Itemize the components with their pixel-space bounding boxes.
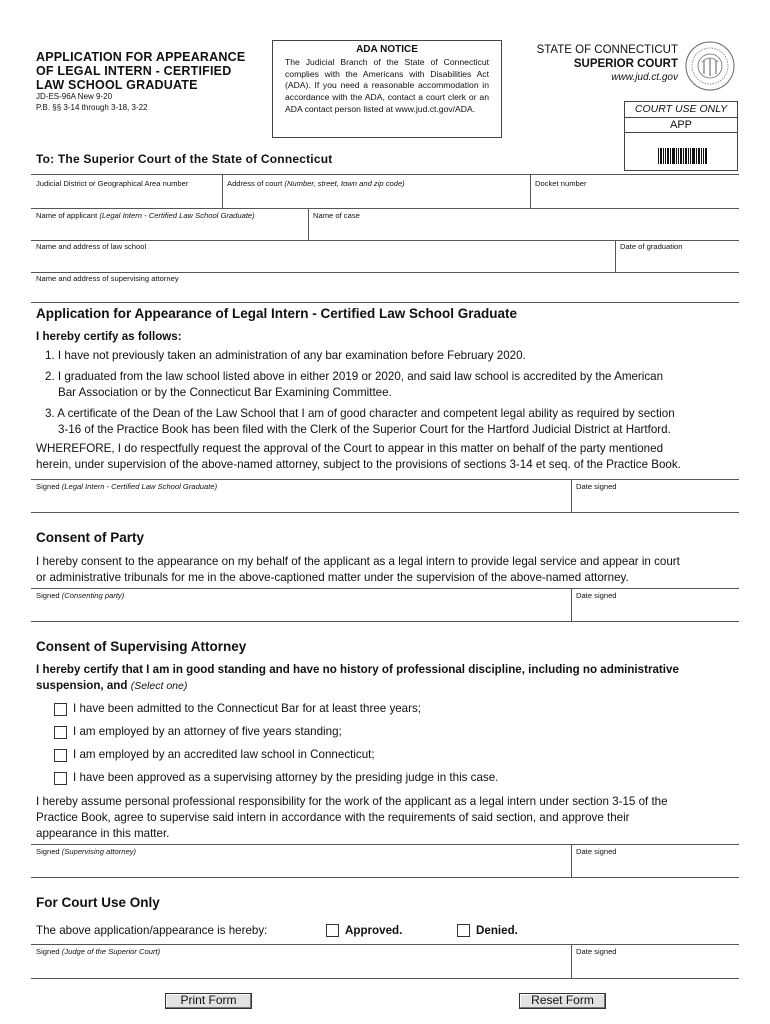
consent-attorney-title: Consent of Supervising Attorney bbox=[36, 639, 247, 654]
certify-item-cont: Bar Association or by the Connecticut Bar Examining Committee. bbox=[58, 386, 392, 399]
court-heading bbox=[537, 43, 678, 85]
print-form-button[interactable]: Print Form bbox=[165, 993, 252, 1009]
option-label: I am employed by an attorney of five years standing; bbox=[73, 725, 342, 738]
district-field[interactable]: Judicial District or Geographical Area number bbox=[36, 179, 189, 188]
intern-date-field[interactable]: Date signed bbox=[576, 482, 617, 491]
consent-party-text: I hereby consent to the appearance on my behalf of the applicant as a legal intern to provide legal service and appear in court bbox=[36, 555, 680, 568]
signed-label: Signed bbox=[36, 947, 60, 956]
form-title-line: OF LEGAL INTERN - CERTIFIED bbox=[36, 64, 232, 78]
docket-number-field[interactable]: Docket number bbox=[535, 179, 587, 188]
attorney-certify-end: suspension, and bbox=[36, 679, 128, 692]
certify-heading: I hereby certify as follows: bbox=[36, 330, 182, 343]
approved-checkbox[interactable] bbox=[326, 924, 339, 942]
court-address-hint: (Number, street, town and zip code) bbox=[284, 179, 405, 188]
supervising-attorney-field[interactable]: Name and address of supervising attorney bbox=[36, 274, 179, 283]
approved-label: Approved. bbox=[345, 924, 403, 937]
party-date-field[interactable]: Date signed bbox=[576, 591, 617, 600]
signed-hint: (Legal Intern - Certified Law School Graduate) bbox=[61, 482, 218, 491]
state-name: STATE OF CONNECTICUT bbox=[536, 44, 678, 56]
responsibility-text: appearance in this matter. bbox=[36, 827, 170, 840]
applicant-hint: (Legal Intern - Certified Law School Graduate) bbox=[99, 211, 255, 220]
option-checkbox[interactable] bbox=[54, 726, 67, 744]
consent-party-title: Consent of Party bbox=[36, 530, 145, 545]
court-name: SUPERIOR COURT bbox=[573, 58, 678, 70]
ada-notice-body: The Judicial Branch of the State of Connecticut complies with the Americans with Disabilities Act (ADA). If you need a reasonable accommodation in accordance with the ADA, contact a court clerk or an ADA contact person listed at www.jud.ct.gov/ADA. bbox=[285, 57, 489, 114]
option-checkbox[interactable] bbox=[54, 749, 67, 767]
signed-label: Signed bbox=[36, 847, 60, 856]
court-address-label: Address of court bbox=[227, 179, 283, 188]
court-use-text: The above application/appearance is hereby: bbox=[36, 924, 268, 937]
attorney-signature-field[interactable] bbox=[36, 847, 136, 856]
reset-form-button[interactable]: Reset Form bbox=[519, 993, 606, 1009]
judge-date-field[interactable]: Date signed bbox=[576, 947, 617, 956]
state-seal-icon bbox=[684, 40, 736, 92]
attorney-certify-text: I hereby certify that I am in good standing and have no history of professional discipline, including no administrative bbox=[36, 663, 679, 676]
select-one-hint: (Select one) bbox=[130, 680, 188, 692]
court-use-title: For Court Use Only bbox=[36, 895, 160, 910]
case-name-field[interactable]: Name of case bbox=[313, 211, 360, 220]
ada-notice-title: ADA NOTICE bbox=[356, 44, 418, 55]
form-title-line: APPLICATION FOR APPEARANCE bbox=[36, 50, 246, 64]
option-label: I have been approved as a supervising attorney by the presiding judge in this case. bbox=[73, 771, 499, 784]
applicant-name-field[interactable] bbox=[36, 211, 255, 220]
certify-item: 2. I graduated from the law school listed above in either 2019 or 2020, and said law school is accredited by the American bbox=[45, 370, 664, 383]
signed-label: Signed bbox=[36, 591, 60, 600]
court-use-only-label: COURT USE ONLY bbox=[625, 102, 737, 118]
court-use-code: APP bbox=[625, 118, 737, 133]
certify-item: 3. A certificate of the Dean of the Law School that I am of good character and competent legal ability as required by section bbox=[45, 407, 675, 420]
attorney-certify-text bbox=[36, 678, 187, 694]
signed-label: Signed bbox=[36, 482, 60, 491]
judge-signature-field[interactable] bbox=[36, 947, 160, 956]
form-title-line: LAW SCHOOL GRADUATE bbox=[36, 78, 198, 92]
certify-item-cont: 3-16 of the Practice Book has been filed with the Clerk of the Superior Court for the Hartford Judicial District at Hartford. bbox=[58, 423, 671, 436]
certify-item: 1. I have not previously taken an administration of any bar examination before February 2020. bbox=[45, 349, 526, 362]
responsibility-text: Practice Book, agree to supervise said intern in accordance with the requirements of said section, and approve their bbox=[36, 811, 630, 824]
addressee-line: To: The Superior Court of the State of Connecticut bbox=[36, 152, 333, 166]
form-title bbox=[36, 50, 245, 92]
signed-hint: (Consenting party) bbox=[61, 591, 125, 600]
wherefore-text: herein, under supervision of the above-named attorney, subject to the provisions of sections 3-14 et seq. of the Practice Book. bbox=[36, 458, 681, 471]
denied-label: Denied. bbox=[476, 924, 518, 937]
option-checkbox[interactable] bbox=[54, 703, 67, 721]
option-label: I am employed by an accredited law school in Connecticut; bbox=[73, 748, 375, 761]
application-title: Application for Appearance of Legal Intern - Certified Law School Graduate bbox=[36, 306, 518, 321]
practice-book-ref: P.B. §§ 3-14 through 3-18, 3-22 bbox=[36, 103, 148, 112]
barcode-icon bbox=[658, 148, 708, 164]
signed-hint: (Judge of the Superior Court) bbox=[61, 947, 161, 956]
court-website: www.jud.ct.gov bbox=[611, 72, 678, 83]
denied-checkbox[interactable] bbox=[457, 924, 470, 942]
responsibility-text: I hereby assume personal professional responsibility for the work of the applicant as a legal intern under section 3-15 of the bbox=[36, 795, 668, 808]
option-checkbox[interactable] bbox=[54, 772, 67, 790]
graduation-date-field[interactable]: Date of graduation bbox=[620, 242, 683, 251]
party-signature-field[interactable] bbox=[36, 591, 124, 600]
wherefore-text: WHEREFORE, I do respectfully request the approval of the Court to appear in this matter on behalf of the party mentioned bbox=[36, 442, 664, 455]
form-id: JD-ES-96A New 9-20 bbox=[36, 92, 113, 101]
court-address-field[interactable] bbox=[227, 179, 405, 188]
applicant-label: Name of applicant bbox=[36, 211, 98, 220]
intern-signature-field[interactable] bbox=[36, 482, 217, 491]
ada-notice bbox=[272, 40, 502, 138]
attorney-date-field[interactable]: Date signed bbox=[576, 847, 617, 856]
law-school-field[interactable]: Name and address of law school bbox=[36, 242, 147, 251]
option-label: I have been admitted to the Connecticut Bar for at least three years; bbox=[73, 702, 422, 715]
consent-party-text: or administrative tribunals for me in the above-captioned matter under the supervision of the above-named attorney. bbox=[36, 571, 629, 584]
signed-hint: (Supervising attorney) bbox=[61, 847, 137, 856]
